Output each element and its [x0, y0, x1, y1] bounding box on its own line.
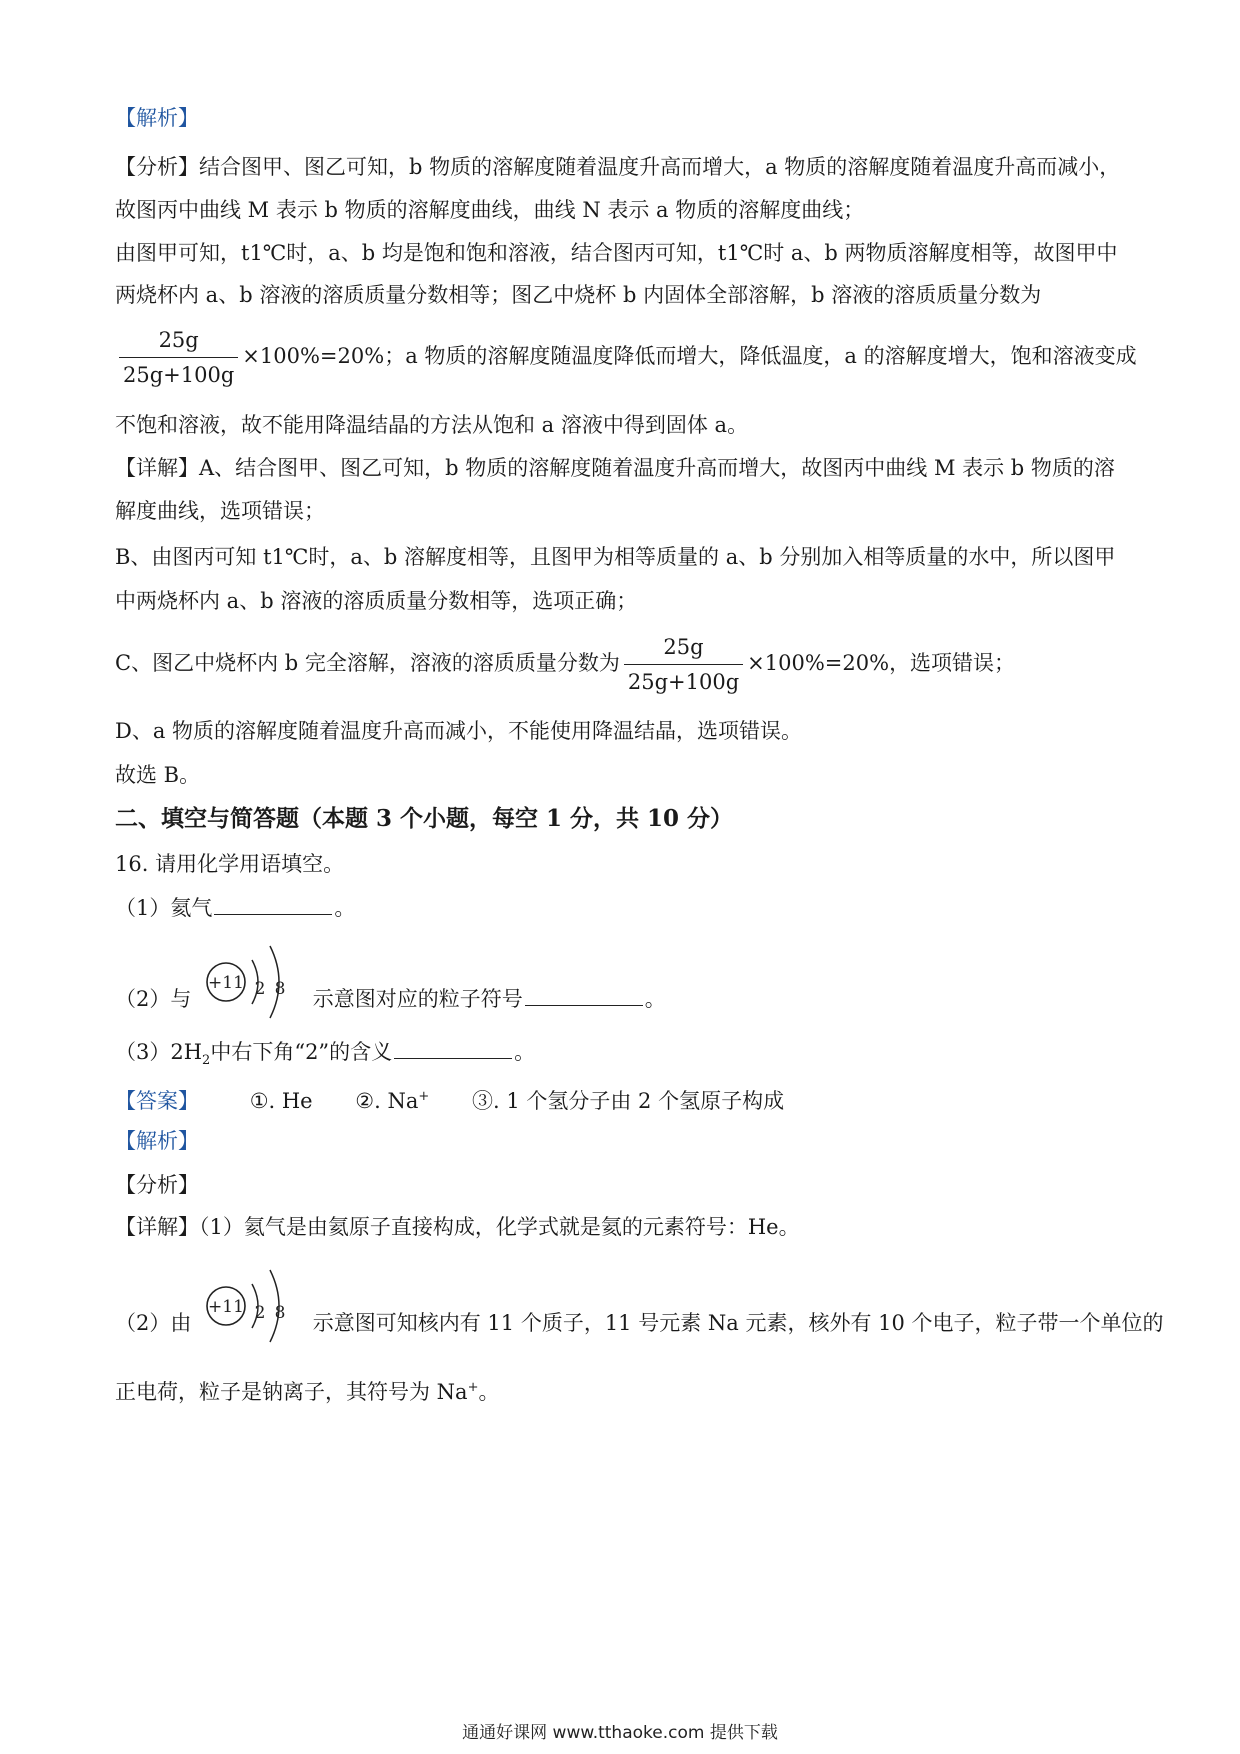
paragraph: 【分析】结合图甲、图乙可知，b 物质的溶解度随着温度升高而增大，a 物质的溶解度随着温度升高而减小，	[115, 155, 1121, 179]
fenxi-label: 【分析】	[115, 1173, 199, 1197]
fenxi-label: 【分析】	[115, 155, 199, 179]
svg-text:2: 2	[254, 979, 266, 999]
paragraph: 【详解】（1）氦气是由氦原子直接构成，化学式就是氦的元素符号：He。	[115, 1215, 800, 1239]
formula-line: C、图乙中烧杯内 b 完全溶解，溶液的溶质质量分数为 $\frac{25g}{25g+100g}$ ×100%=20%，选项错误；	[115, 632, 1130, 697]
svg-text:8: 8	[274, 1303, 286, 1323]
paragraph: 故选 B。	[115, 763, 201, 787]
svg-text:+11: +11	[208, 1297, 245, 1317]
jiexi-label: 【解析】	[115, 106, 199, 130]
paragraph: （2）由 +11 2 8 示意图可知核内有 11 个质子，11 号元素 Na 元素，核外有 10 个电子，粒子带一个单位的	[115, 1262, 1130, 1350]
jiexi-label: 【解析】	[115, 1129, 199, 1153]
paragraph: 中两烧杯内 a、b 溶液的溶质质量分数相等，选项正确；	[115, 589, 638, 613]
paragraph: 解度曲线，选项错误；	[115, 499, 325, 523]
section-heading: 二、填空与简答题（本题 3 个小题，每空 1 分，共 10 分）	[115, 805, 734, 832]
xiangjie-label: 【详解】	[115, 456, 199, 480]
xiangjie-label: 【详解】	[115, 1215, 199, 1239]
answer-blank	[394, 1038, 512, 1059]
paragraph: 【详解】A、结合图甲、图乙可知，b 物质的溶解度随着温度升高而增大，故图丙中曲线 M 表示 b 物质的溶	[115, 456, 1115, 480]
answer-label: 【答案】	[115, 1089, 199, 1113]
paragraph: D、a 物质的溶解度随着温度升高而减小，不能使用降温结晶，选项错误。	[115, 719, 803, 743]
fraction: $\frac{25g}{25g+100g}$	[119, 325, 238, 390]
paragraph: B、由图丙可知 t1℃时，a、b 溶解度相等，且图甲为相等质量的 a、b 分别加入相等质量的水中，所以图甲	[115, 545, 1116, 569]
fraction: $\frac{25g}{25g+100g}$	[624, 632, 743, 697]
paragraph: 故图丙中曲线 M 表示 b 物质的溶解度曲线，曲线 N 表示 a 物质的溶解度曲线；	[115, 198, 865, 222]
answer-blank	[214, 894, 332, 915]
svg-text:+11: +11	[208, 973, 245, 993]
formula-line: $\frac{25g}{25g+100g}$ ×100%=20%；a 物质的溶解度随温度降低而增大，降低温度，a 的溶解度增大，饱和溶液变成	[115, 325, 1130, 390]
question-item: （1）氦气 。	[115, 896, 356, 920]
footer-watermark: 通通好课网 www.tthaoke.com 提供下载	[462, 1723, 778, 1743]
paragraph: 正电荷，粒子是钠离子，其符号为 Na+。	[115, 1380, 500, 1404]
question-title: 16. 请用化学用语填空。	[115, 852, 345, 876]
svg-text:2: 2	[254, 1303, 266, 1323]
atom-structure-diagram	[204, 1262, 300, 1387]
answer-blank	[525, 985, 643, 1006]
paragraph: 不饱和溶液，故不能用降温结晶的方法从饱和 a 溶液中得到固体 a。	[115, 413, 749, 437]
paragraph: 两烧杯内 a、b 溶液的溶质质量分数相等；图乙中烧杯 b 内固体全部溶解，b 溶液的溶质质量分数为	[115, 283, 1042, 307]
paragraph: 由图甲可知，t1℃时，a、b 均是饱和饱和溶液，结合图丙可知，t1℃时 a、b 两物质溶解度相等，故图甲中	[115, 241, 1118, 265]
question-item: $(3)2H_2$中右下角“2”的含义 。	[115, 1040, 536, 1069]
svg-text:8: 8	[274, 979, 286, 999]
answer-line: 【答案】 ①. He ②. Na+ ③. 1 个氢分子由 2 个氢原子构成	[115, 1089, 785, 1113]
question-item: （2）与 +11 2 8 示意图对应的粒子符号 。	[115, 938, 1130, 1026]
